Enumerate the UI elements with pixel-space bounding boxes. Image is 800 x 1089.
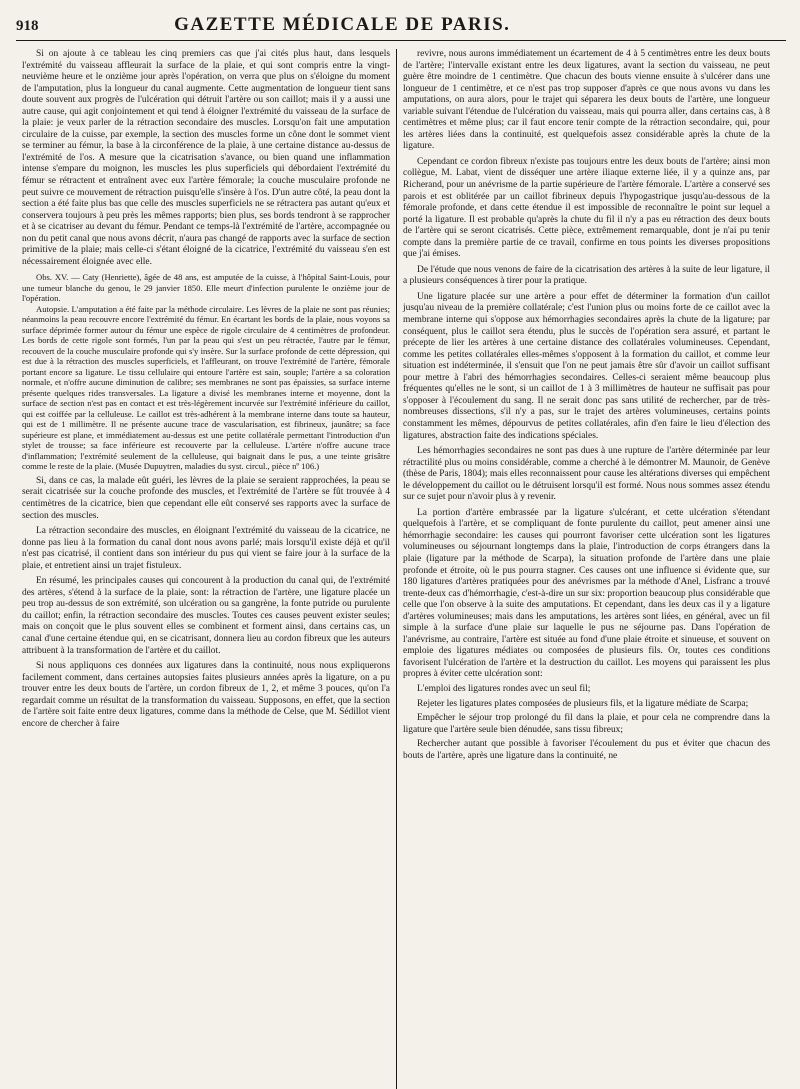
paragraph: Si, dans ce cas, la malade eût guéri, les lèvres de la plaie se seraient rapprochées, la peau se serait cicatrisée sur la couche profonde des muscles, et l'extrémité de l'artère se fût trouvée à 4 centimètres de la cicatrice, bien que cependant elle eût conservé ses rapports avec la surface de section des muscles. <box>22 475 390 521</box>
page-number: 918 <box>16 18 39 34</box>
paragraph: Une ligature placée sur une artère a pour effet de déterminer la formation d'un caillot jusqu'au niveau de la première collatérale; c'est l'union plus ou moins forte de ce caillot avec la membrane interne qui s'oppose aux hémorrhagies secondaires après la chute de la ligature; par conséquent, plus le caillot sera étendu, plus le succès de l'opération sera assuré, et partant le précepte de lier les artères à une certaine distance des collatérales volumineuses. Cependant, comme les petites collatérales elles-mêmes s'opposent à la formation du caillot, et comme leur situation est indéterminée, il s'ensuit que l'on ne peut jamais être sûr d'avoir un caillot suffisant pour mettre à l'abri des hémorrhagies secondaires. Celles-ci seraient même beaucoup plus fréquentes qu'elles ne le sont, si un caillot de 1 à 3 millimètres de hauteur ne suffisait pas pour s'opposer à l'écoulement du sang. Il ne serait donc pas sans utilité de rechercher, par de très-nombreuses dissections, s'il n'y a pas, sur le trajet des artères volumineuses, certains points constamment les mêmes, dépourvus de petites collatérales, afin d'en faire le lieu d'élection des ligatures, abstraction faite des indications spéciales. <box>403 291 770 441</box>
list-item: Empêcher le séjour trop prolongé du fil dans la plaie, et pour cela ne comprendre dans la ligature que l'artère seule bien dénudée, sans tissu fibreux; <box>403 713 770 735</box>
list-item: L'emploi des ligatures rondes avec un seul fil; <box>417 683 591 694</box>
right-column <box>396 49 776 1089</box>
list-item: Rejeter les ligatures plates composées de plusieurs fils, et la ligature médiate de Scarpa; <box>417 698 749 709</box>
paragraph: La rétraction secondaire des muscles, en éloignant l'extrémité du vaisseau de la cicatrice, ne donne pas lieu à la formation du canal dont nous avons parlé; mais lorsqu'il existe déjà et qu'il n'est pas cicatrisé, il contient dans son intérieur du pus qui vient se faire jour à la surface de la plaie, et entretient ainsi un trajet fistuleux. <box>22 526 390 571</box>
left-column <box>16 49 396 1089</box>
paragraph: La portion d'artère embrassée par la ligature s'ulcérant, et cette ulcération s'étendant quelquefois à l'artère, et se compliquant de fonte purulente du caillot, peut amener ainsi une hémorrhagie secondaire: les causes qui pourront favoriser cette ulcération sont les ligatures volumineuses ou séjournant longtemps dans la plaie, l'introduction de corps étrangers dans la plaie (ligature par la méthode de Scarpa), la situation profonde de l'artère dans une plaie profonde et étroite, où le pus pourra stagner. Ces causes ont une influence si évidente que, sur 180 ligatures d'artères pratiquées pour des anévrismes par la méthode d'Anel, Lisfranc a trouvé trente-deux cas d'hémorrhagie, c'est-à-dire un sur six: proportion beaucoup plus considérable que celle que l'on observe à la suite des amputations. Et cependant, dans les deux cas il y a ligature d'artères volumineuses; mais dans les amputations, les artères sont liées, en général, avec un fil simple à la surface d'une plaie sur laquelle le pus ne séjourne pas. Dans l'opération de l'anévrisme, au contraire, l'artère est située au fond d'une plaie étroite et sinueuse, et souvent on emploie des ligatures médiates ou composées de plusieurs fils. Or, toutes ces conditions favorisent l'ulcération de l'artère et la destruction du caillot. Les moyens qui paraissent les plus propres à éviter cette ulcération sont: <box>403 507 770 680</box>
journal-title: GAZETTE MÉDICALE DE PARIS. <box>174 14 511 35</box>
paragraph: revivre, nous aurons immédiatement un écartement de 4 à 5 centimètres entre les deux bouts de l'artère; l'intervalle existant entre les deux ligatures, avant la section du vaisseau, ne peut guère être moindre de 1 centimètre. Que chacun des bouts vienne ensuite à s'ulcérer dans une longueur de 1 centimètre, et ce n'est pas trop supposer d'après ce que nous avons vu dans les amputations, on aura alors, pour le trajet qui séparera les deux bouts de l'artère, une longueur variable suivant l'étendue de l'ulcération du vaisseau, mais qui pourra aller, dans certains cas, à 8 centimètres et même plus; car il faut encore tenir compte de la rétraction secondaire, qui, pour les artères liées dans la continuité, est quelquefois assez considérable après la chute de la ligature. <box>403 49 770 152</box>
list-item: Rechercher autant que possible à favoriser l'écoulement du pus et éviter que chacun des bouts de l'artère, après une ligature dans la continuité, ne <box>403 739 770 761</box>
paragraph: De l'étude que nous venons de faire de la cicatrisation des artères à la suite de leur ligature, il a plusieurs conséquences à tirer pour la pratique. <box>403 264 770 287</box>
article-columns <box>16 49 786 1089</box>
page-header <box>16 14 786 41</box>
paragraph: Les hémorrhagies secondaires ne sont pas dues à une rupture de l'artère déterminée par leur rétractilité plus ou moins considérable, comme a cherché à le démontrer M. Maunoir, de Genève (thèse de Paris, 1804); mais elles reconnaissent pour cause les altérations diverses qui empêchent le développement du caillot ou le détruisent lorsqu'il est formé. Nous nous sommes assez étendu sur ce sujet pour n'avoir plus à y revenir. <box>403 446 770 503</box>
autopsy-paragraph: Autopsie. L'amputation a été faite par la méthode circulaire. Les lèvres de la plaie ne sont pas réunies; néanmoins la peau recouvre encore l'extrémité du fémur. En écartant les bords de la plaie, nous voyons sa surface déprimée former autour du fémur une espèce de rigole circulaire de 4 centimètres de profondeur. Les bords de cette rigole sont formés, l'un par la peau qui s'est un peu rétractée, l'autre par le fémur, recouvert de la couche musculaire profonde qui s'y insère. Sur la surface profonde de cette dépression, qui est due à la rétraction des muscles superficiels, et l'affleurant, on trouve l'extrémité de l'artère, fémorale portant encore sa ligature. Le tissu cellulaire qui entoure l'artère est sain, souple; l'artère a sa coloration normale, et n'offre aucune diminution de calibre; ses membranes ne sont pas épaissies, sa surface interne présente quelques rides transversales. La ligature a divisé les membranes interne et moyenne, dont la surface de section n'est pas en contact et est très-légèrement incurvée sur l'extrémité inférieure du caillot, qui est coiffée par la celluleuse. Le caillot est très-adhérent à la membrane interne dans toute sa hauteur, qui est de 1 millimètre. Il ne présente aucune trace de vascularisation, est fibrineux, jaunâtre; sa face supérieure est plane, et immédiatement au-dessus est une petite collatérale permettant l'introduction d'un stylet de trousse; sa face inférieure est recouverte par la celluleuse. L'artère n'offre aucune trace d'inflammation; l'extrémité seulement de la celluleuse, qui baignait dans le pus, a une teinte grisâtre comme le reste de la plaie. (Musée Dupuytren, maladies du syst. circul., pièce nº 106.) <box>22 303 390 472</box>
paragraph: Cependant ce cordon fibreux n'existe pas toujours entre les deux bouts de l'artère; ainsi mon collègue, M. Labat, vient de disséquer une artère iliaque externe liée, il y a quinze ans, par Richerand, pour un anévrisme de la partie supérieure de l'artère fémorale. L'artère a conservé ses parois et est oblitérée par un caillot fibrineux depuis l'hypogastrique jusqu'au-dessous de la fémorale profonde, et dans cette étendue il est impossible de reconnaître le point sur lequel a porté la ligature. Il est probable qu'après la chute du fil il n'y a pas eu rétraction des deux bouts de l'artère qui se seront cicatrisés. Cette pièce, extrêmement remarquable, dont je n'ai pu tenir compte dans la première partie de ce travail, confirme en tous points les diverses propositions que j'ai émises. <box>403 156 770 260</box>
paragraph: Si nous appliquons ces données aux ligatures dans la continuité, nous nous expliquerons facilement comment, dans certaines autopsies faites plusieurs années après la ligature, on a pu trouver entre les deux bouts de l'artère, un cordon fibreux de 1, 2, et même 3 pouces, qu'on l'a regardait comme un résultat de la transformation du vaisseau. Supposons, en effet, que la section de l'artère soit faite entre deux ligatures, comme dans la méthode de Celse, que M. Sédillot vient encore de chercher à faire <box>22 661 390 729</box>
observation-heading: Obs. XV. — Caty (Henriette), âgée de 48 ans, est amputée de la cuisse, à l'hôpital Saint-Louis, pour une tumeur blanche du genou, le 29 janvier 1850. Elle meurt d'infection purulente le onzième jour de l'opération. <box>22 272 390 304</box>
paragraph: En résumé, les principales causes qui concourent à la production du canal qui, de l'extrémité des artères, s'étend à la surface de la plaie, sont: la rétraction de l'artère, une ligature placée un peu trop au-dessus de son extrémité, son ulcération ou sa gangrène, la fonte putride ou purulente du caillot; enfin, la rétraction secondaire des muscles. Toutes ces causes peuvent exister seules; mais on conçoit que le plus souvent elles se combinent et forment ainsi, dans certains cas, un canal d'une certaine étendue qui, en se cicatrisant, donnera lieu au cordon fibreux que les auteurs attribuent à la transformation de l'artère et du caillot. <box>22 576 390 656</box>
paragraph: Si on ajoute à ce tableau les cinq premiers cas que j'ai cités plus haut, dans lesquels l'extrémité du vaisseau affleurait la surface de la plaie, et qui sont compris entre la vingt-neuvième heure et le onzième jour après l'opération, on verra que plus on s'éloigne du moment de l'amputation, plus la longueur du canal augmente. Cette augmentation de longueur tient sans doute souvent aux progrès de l'ulcération qui détruit l'artère ou son caillot; mais il y a aussi une autre cause, qui agit conjointement et qui tend à éloigner l'extrémité du vaisseau de la surface de la plaie: je veux parler de la rétraction secondaire des muscles. Lorsqu'on fait une amputation circulaire de la cuisse, par exemple, la section des muscles forme un cône dont le sommet vient se terminer au fémur, la base à la circonférence de la plaie, à une certaine distance au-dessus de l'extrémité de l'os. A mesure que la cicatrisation s'avance, ou bien quand une inflammation intense s'empare du moignon, les muscles les plus superficiels qui débordaient l'extrémité du fémur se rétractent et entraînent avec eux l'artère fémorale; la couche musculaire profonde ne peut suivre ce mouvement de rétraction puisqu'elle s'insère à l'os. D'un autre côté, la peau dont la section a été faite plus bas que celle des muscles superficiels ne se rétractera pas autant qu'eux et conservera toujours à peu près les mêmes rapports; bien plus, ses bords tendront à se rapprocher et à se cicatriser au devant du fémur. Pendant ce temps-là l'extrémité de l'artère, accompagnée ou non du petit canal que nous avons décrit, n'aura pas changé de rapports avec la surface de section primitive de la plaie; mais celle-ci s'étant éloigné de la cicatrice, l'extrémité du vaisseau s'en est nécessairement éloignée avec elle. <box>22 49 390 267</box>
